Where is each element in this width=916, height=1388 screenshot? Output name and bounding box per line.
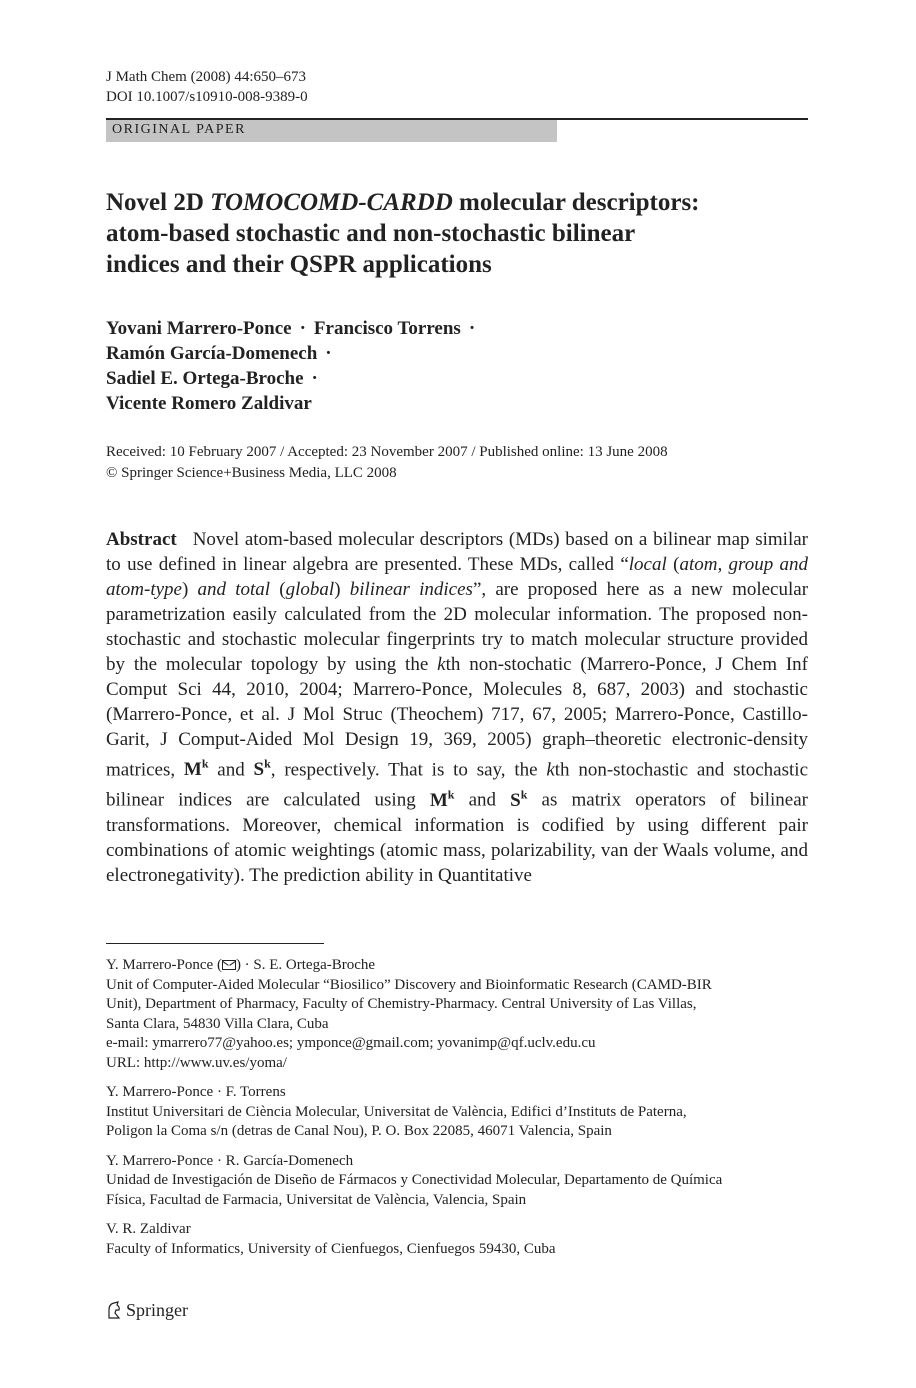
author-name: Ramón García-Domenech bbox=[106, 343, 318, 364]
affiliation-authors: Y. Marrero-Ponce · R. García-Domenech bbox=[106, 1152, 354, 1169]
paper-type-banner: ORIGINAL PAPER bbox=[106, 120, 557, 142]
matrix-m: $M^k$ bbox=[183, 757, 209, 781]
affiliation-authors: Y. Marrero-Ponce · F. Torrens bbox=[106, 1084, 286, 1100]
title-line-2: atom-based stochastic and non-stochastic bilinear bbox=[106, 220, 636, 247]
journal-citation: J Math Chem (2008) 44:650–673 bbox=[106, 69, 306, 85]
author-name: Yovani Marrero-Ponce bbox=[106, 318, 292, 339]
affiliation-line: Unit), Department of Pharmacy, Faculty of Chemistry-Pharmacy. Central University of Las Villas, bbox=[106, 996, 697, 1012]
matrix-m: $M^k$ bbox=[429, 787, 455, 811]
copyright-line: © Springer Science+Business Media, LLC 2008 bbox=[106, 465, 397, 481]
title-line-3: indices and their QSPR applications bbox=[106, 251, 492, 278]
affiliations bbox=[106, 956, 808, 1269]
publisher-footer bbox=[106, 1298, 188, 1322]
publisher-name: Springer bbox=[126, 1300, 188, 1320]
author-separator: · bbox=[468, 318, 476, 339]
title-italic: TOMOCOMD-CARDD bbox=[210, 189, 453, 216]
affiliation-block bbox=[106, 956, 808, 1073]
author-name: Sadiel E. Ortega-Broche bbox=[106, 368, 304, 389]
paper-title bbox=[106, 187, 808, 280]
affiliation-block bbox=[106, 1220, 808, 1259]
abstract: Abstract Novel atom-based molecular descriptors (MDs) based on a bilinear map similar to use defined in linear algebra are presented. These MDs, called “local (atom, group and atom-type) and total (global) bilinear indices”, are proposed here as a new molecular parametrization easily calculated from the 2D molecular information. The proposed non-stochastic and stochastic molecular fingerprints try to match molecular structure provided by the molecular topology by using the kth non-stochatic (Marrero-Ponce, J Chem Inf Comput Sci 44, 2010, 2004; Marrero-Ponce, Molecules 8, 687, 2003) and stochastic (Marrero-Ponce, et al. J Mol Struc (Theochem) 717, 67, 2005; Marrero-Ponce, Castillo-Garit, J Comput-Aided Mol Design 19, 369, 2005) graph–theoretic electronic-density matrices, $M^k$ and $S^k$, respectively. That is to say, the kth non-stochastic and stochastic bilinear indices are calculated using $M^k$ and $S^k$ as matrix operators of bilinear transformations. Moreover, chemical information is codified by using different pair combinations of atomic weightings (atomic mass, polarizability, van der Waals volume, and electronegativity). The prediction ability in Quantitative bbox=[106, 529, 809, 886]
title-line-1: Novel 2D TOMOCOMD-CARDD molecular descriptors: bbox=[106, 189, 700, 216]
affiliation-line: Unidad de Investigación de Diseño de Fármacos y Conectividad Molecular, Departamento de Química bbox=[106, 1172, 723, 1188]
affiliation-line: Poligon la Coma s/n (detras de Canal Nou), P. O. Box 22085, 46071 Valencia, Spain bbox=[106, 1123, 612, 1139]
matrix-s: $S^k$ bbox=[510, 787, 528, 811]
author-name: Francisco Torrens bbox=[313, 318, 461, 339]
affiliation-line: Física, Facultad de Farmacia, Universitat de València, Valencia, Spain bbox=[106, 1191, 527, 1208]
matrix-s: $S^k$ bbox=[253, 757, 271, 781]
email-line: e-mail: ymarrero77@yahoo.es; ymponce@gmail.com; yovanimp@qf.uclv.edu.cu bbox=[106, 1035, 596, 1051]
footnote-rule bbox=[106, 943, 324, 944]
affiliation-authors: V. R. Zaldivar bbox=[106, 1221, 191, 1237]
affiliation-line: Faculty of Informatics, University of Cienfuegos, Cienfuegos 59430, Cuba bbox=[106, 1240, 556, 1257]
affiliation-block bbox=[106, 1083, 808, 1142]
author-list bbox=[106, 316, 483, 416]
publication-dates bbox=[106, 442, 668, 484]
doi: DOI 10.1007/s10910-008-9389-0 bbox=[106, 89, 308, 105]
abstract-label: Abstract bbox=[106, 529, 177, 550]
springer-horse-icon bbox=[106, 1301, 122, 1319]
affiliation-block bbox=[106, 1152, 808, 1211]
author-name: Vicente Romero Zaldivar bbox=[106, 393, 312, 414]
author-separator: · bbox=[325, 343, 332, 364]
url-line: URL: http://www.uv.es/yoma/ bbox=[106, 1054, 287, 1071]
envelope-icon bbox=[222, 960, 236, 970]
affiliation-line: Institut Universitari de Ciència Molecular, Universitat de València, Edifici d’Instituts de Paterna, bbox=[106, 1103, 687, 1120]
author-separator: · bbox=[311, 368, 318, 389]
affiliation-authors: Y. Marrero-Ponce ( ) · S. E. Ortega-Broche bbox=[106, 957, 376, 973]
history-line: Received: 10 February 2007 / Accepted: 23 November 2007 / Published online: 13 June 2008 bbox=[106, 444, 668, 460]
affiliation-line: Unit of Computer-Aided Molecular “Biosilico” Discovery and Bioinformatic Research (CAMD-BIR bbox=[106, 976, 712, 993]
author-separator: · bbox=[299, 318, 306, 339]
journal-info bbox=[106, 67, 308, 107]
affiliation-line: Santa Clara, 54830 Villa Clara, Cuba bbox=[106, 1015, 329, 1032]
